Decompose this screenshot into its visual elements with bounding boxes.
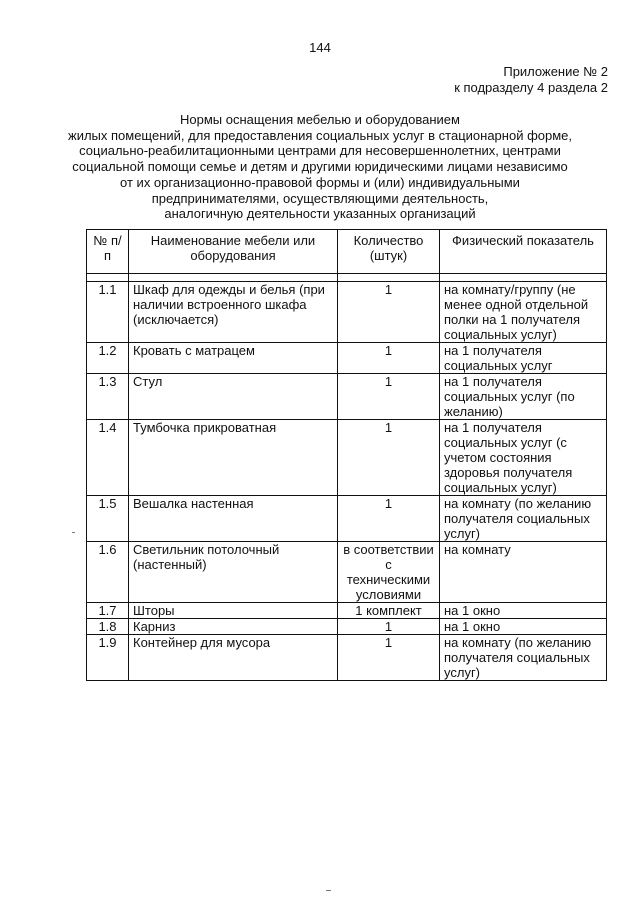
row-number: 1.2: [87, 343, 129, 374]
title-line: Нормы оснащения мебелью и оборудованием: [180, 112, 460, 127]
row-quantity: 1: [338, 420, 440, 496]
scan-mark: [326, 890, 331, 891]
table-row: [87, 603, 607, 619]
row-name: Вешалка настенная: [129, 496, 338, 542]
spacer-row: [87, 274, 607, 282]
table-row: [87, 374, 607, 420]
row-name: Тумбочка прикроватная: [129, 420, 338, 496]
row-physical-indicator: на комнату (по желанию получателя социальных услуг): [440, 496, 607, 542]
document-title: [60, 112, 580, 222]
title-line: жилых помещений, для предоставления социальных услуг в стационарной форме,: [68, 127, 572, 143]
row-quantity: 1: [338, 282, 440, 343]
row-number: 1.7: [87, 603, 129, 619]
page-number: 144: [309, 40, 331, 55]
row-quantity: 1: [338, 374, 440, 420]
header-physical-indicator: Физический показатель: [440, 230, 607, 274]
row-physical-indicator: на комнату/группу (не менее одной отдельной полки на 1 получателя социальных услуг): [440, 282, 607, 343]
table-row: [87, 496, 607, 542]
row-quantity: 1: [338, 635, 440, 681]
row-quantity: 1: [338, 496, 440, 542]
spacer-cell: [440, 274, 607, 282]
row-quantity: в соответствии с техническими условиями: [338, 542, 440, 603]
spacer-cell: [87, 274, 129, 282]
row-name: Карниз: [129, 619, 338, 635]
row-number: 1.9: [87, 635, 129, 681]
table-row: [87, 542, 607, 603]
equipment-norms-table: [86, 229, 607, 681]
title-line: аналогичную деятельности указанных организаций: [164, 206, 476, 222]
row-number: 1.8: [87, 619, 129, 635]
annex-reference: [454, 64, 608, 96]
header-quantity: Количество (штук): [338, 230, 440, 274]
row-name: Контейнер для мусора: [129, 635, 338, 681]
row-quantity: 1: [338, 343, 440, 374]
row-physical-indicator: на комнату (по желанию получателя социальных услуг): [440, 635, 607, 681]
row-quantity: 1: [338, 619, 440, 635]
row-number: 1.4: [87, 420, 129, 496]
annex-line-1: Приложение № 2: [503, 64, 608, 79]
row-physical-indicator: на 1 получателя социальных услуг: [440, 343, 607, 374]
row-name: Стул: [129, 374, 338, 420]
title-line: социальной помощи семье и детям и другими юридическими лицами независимо: [72, 159, 568, 175]
table-row: [87, 420, 607, 496]
row-quantity: 1 комплект: [338, 603, 440, 619]
title-line: от их организационно-правовой формы и (или) индивидуальными: [120, 174, 520, 190]
row-physical-indicator: на 1 получателя социальных услуг (с учетом состояния здоровья получателя социальных услуг): [440, 420, 607, 496]
table-row: [87, 282, 607, 343]
row-number: 1.5: [87, 496, 129, 542]
row-name: Кровать с матрацем: [129, 343, 338, 374]
scan-mark: [72, 532, 75, 533]
row-physical-indicator: на 1 получателя социальных услуг (по желанию): [440, 374, 607, 420]
title-line: социально-реабилитационными центрами для несовершеннолетних, центрами: [79, 143, 561, 159]
table-row: [87, 635, 607, 681]
spacer-cell: [338, 274, 440, 282]
table-row: [87, 343, 607, 374]
row-name: Шторы: [129, 603, 338, 619]
table-header-row: [87, 230, 607, 274]
title-line: предпринимателями, осуществляющими деятельность,: [151, 190, 489, 206]
row-number: 1.6: [87, 542, 129, 603]
row-physical-indicator: на комнату: [440, 542, 607, 603]
row-name: Светильник потолочный (настенный): [129, 542, 338, 603]
row-physical-indicator: на 1 окно: [440, 619, 607, 635]
row-physical-indicator: на 1 окно: [440, 603, 607, 619]
header-number: № п/п: [87, 230, 129, 274]
annex-line-2: к подразделу 4 раздела 2: [454, 80, 608, 95]
row-number: 1.1: [87, 282, 129, 343]
header-name: Наименование мебели или оборудования: [129, 230, 338, 274]
row-name: Шкаф для одежды и белья (при наличии встроенного шкафа (исключается): [129, 282, 338, 343]
spacer-cell: [129, 274, 338, 282]
row-number: 1.3: [87, 374, 129, 420]
table-row: [87, 619, 607, 635]
